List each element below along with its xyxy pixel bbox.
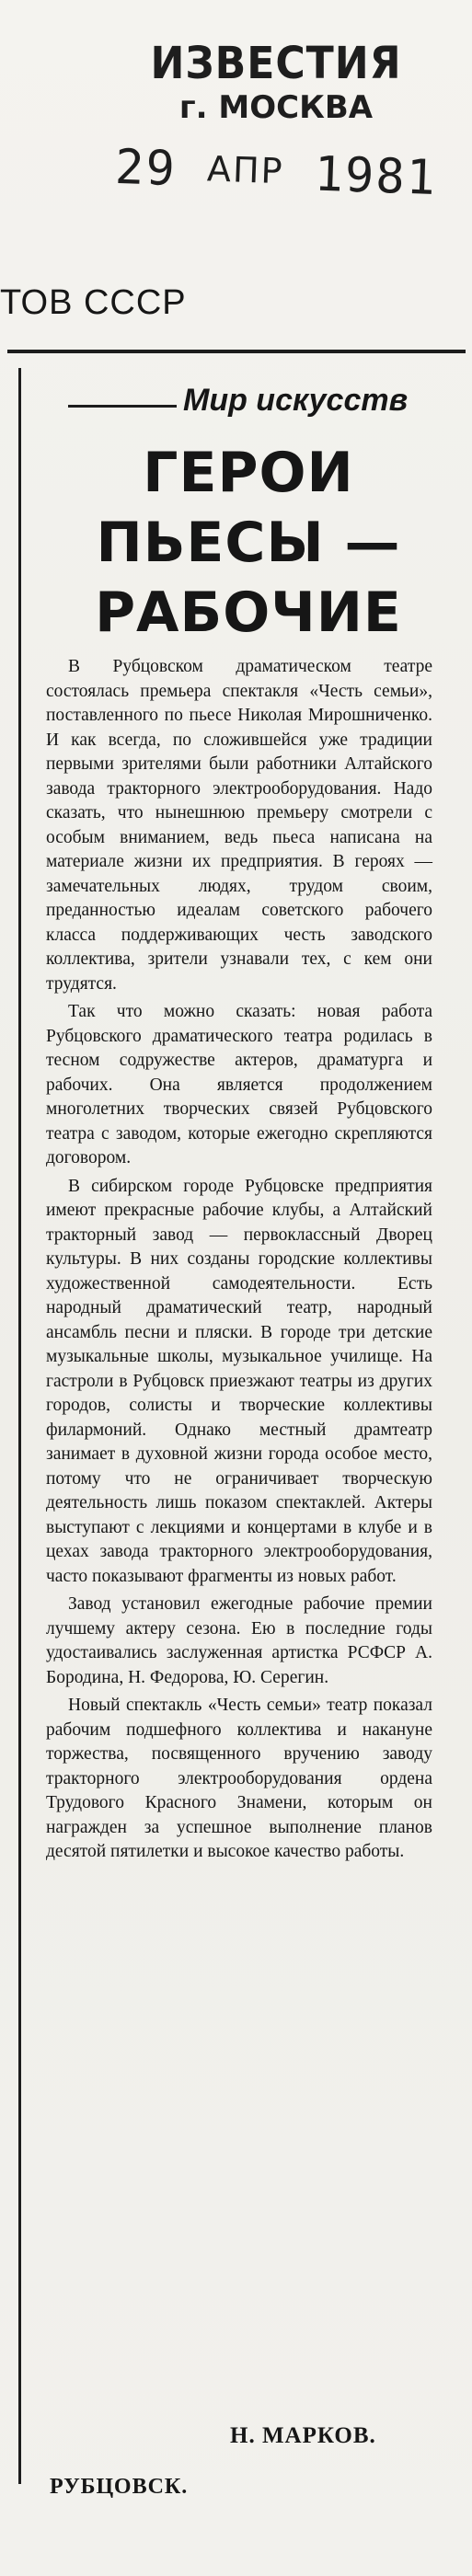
title-line: РАБОЧИЕ [95,581,402,645]
dateline-place: РУБЦОВСК. [50,2475,189,2499]
stamp-month: АПР [206,148,285,192]
column-top-rule [7,350,466,353]
rubric-rule [68,405,177,408]
rubric-row [68,383,459,423]
title-line: ПЬЕСЫ — [96,511,401,575]
article-paragraph: В сибирском городе Рубцовске предприятия имеют прекрасные рабочие клубы, а Алтайский тракторный завод — первоклассный Дворец культуры. В них созданы городские коллективы художественной самодеятельности. Есть народный драматический театр, народный ансамбль песни и пляски. В городе три детские музыкальные школы, музыкальное училище. На гастроли в Рубцовск приезжают театры из других городов, солисты и творческие коллективы филармоний. Однако местный драмтеатр занимает в духовной жизни города особое место, потому что не ограничивает творческую деятельность лишь показом спектаклей. Актеры выступают с лекциями и концертами в клубе и в цехах завода тракторного электрооборудования, часто показывают фрагменты из новых работ. [46,1176,432,1586]
column-left-rule [18,368,21,2484]
masthead-fragment: ТОВ СССР [0,283,187,322]
author-signature: Н. МАРКОВ. [230,2423,376,2448]
stamp-year: 1981 [313,146,438,207]
stamp-date [109,140,443,207]
stamp-city: г. МОСКВА [178,89,374,126]
article-paragraph: Завод установил ежегодные рабочие премии лучшему актеру сезона. Ею в последние годы удостаивались заслуженная артистка РСФСР А. Бородина, Н. Федорова, Ю. Серегин. [46,1594,432,1687]
article-title [37,438,460,648]
stamp-newspaper-name: ИЗВЕСТИЯ [150,38,402,89]
archive-stamp [110,37,442,207]
article-paragraph: Новый спектакль «Честь семьи» театр показал рабочим подшефного коллектива и накануне торжества, посвященного вручению заводу тракторного электрооборудования ордена Трудового Красного Знамени, которым он награжден за успешное выполнение планов десятой пятилетки и высокое качество работы. [46,1696,432,1861]
article-paragraph: В Рубцовском драматическом театре состоялась премьера спектакля «Честь семьи», поставленного по пьесе Николая Мирошниченко. И как всегда, по сложившейся уже традиции первыми зрителями были работники Алтайского завода тракторного электрооборудования. Надо сказать, что нынешнюю премьеру смотрели с особым вниманием, ведь пьеса написана на материале жизни их предприятия. В героях — замечательных людях, трудом своим, преданностью идеалам советского рабочего класса поддерживающих честь заводского коллектива, зрители узнавали тех, с кем они трудятся. [46,657,432,994]
article-body [46,655,432,1869]
article-paragraph: Так что можно сказать: новая работа Рубцовского драматического театра родилась в тесном содружестве актеров, драматурга и рабочих. Она является продолжением многолетних творческих связей Рубцовского театра с заводом, которые ежегодно скрепляются договором. [46,1002,432,1167]
rubric-label: Мир искусств [183,383,409,418]
stamp-day: 29 [114,139,178,198]
title-line: ГЕРОИ [143,441,354,505]
